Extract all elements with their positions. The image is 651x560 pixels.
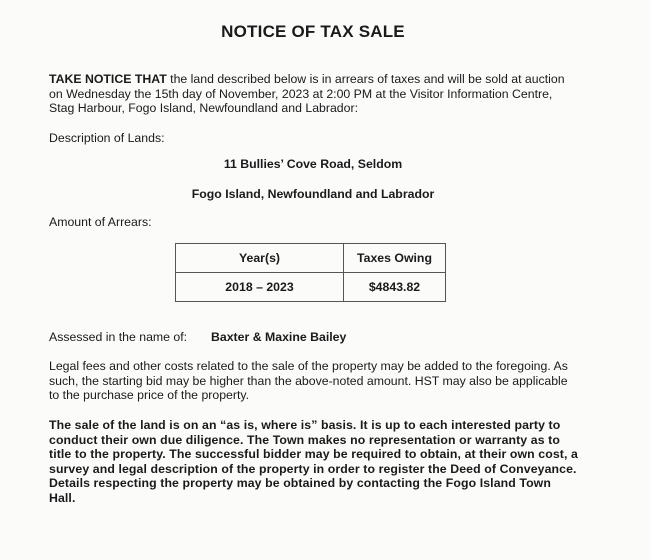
page-title: NOTICE OF TAX SALE <box>221 22 405 41</box>
assessed-owner-name: Baxter & Maxine Bailey <box>211 330 347 344</box>
header-years: Year(s) <box>176 244 344 273</box>
table-row <box>176 273 446 302</box>
cell-years: 2018 – 2023 <box>176 273 344 302</box>
property-address-line1: 11 Bullies’ Cove Road, Seldom <box>223 157 403 171</box>
terms-paragraph: The sale of the land is on an “as is, where is” basis. It is up to each interested party to conduct their own due diligence. The Town makes no representation or warranty as to title to the property. The successful bidder may be required to obtain, at their own cost, a survey and legal description of the property in order to register the Deed of Conveyance. Details respecting the property may be obtained by contacting the Fogo Island Town Hall. <box>49 418 578 505</box>
header-taxes-owing: Taxes Owing <box>344 244 446 273</box>
notice-body: the land described below is in arrears of taxes and will be sold at auction on Wednesday the 15th day of November, 2023 at 2:00 PM at the Visitor Information Centre, Stag Harbour, Fogo Island, Newfoundland and Labrador: <box>49 72 565 115</box>
cell-taxes-owing: $4843.82 <box>344 273 446 302</box>
fees-paragraph: Legal fees and other costs related to the sale of the property may be added to the foregoing. As such, the starting bid may be higher than the above-noted amount. HST may also be applicable to the purchase price of the property. <box>49 359 568 402</box>
table-header-row <box>176 244 446 273</box>
property-address-line2: Fogo Island, Newfoundland and Labrador <box>191 187 435 201</box>
description-label: Description of Lands: <box>49 131 165 145</box>
notice-paragraph <box>49 72 579 116</box>
arrears-table <box>175 243 446 302</box>
assessed-label: Assessed in the name of: <box>49 330 188 344</box>
arrears-label: Amount of Arrears: <box>49 215 152 229</box>
notice-lead: TAKE NOTICE THAT <box>49 72 167 86</box>
